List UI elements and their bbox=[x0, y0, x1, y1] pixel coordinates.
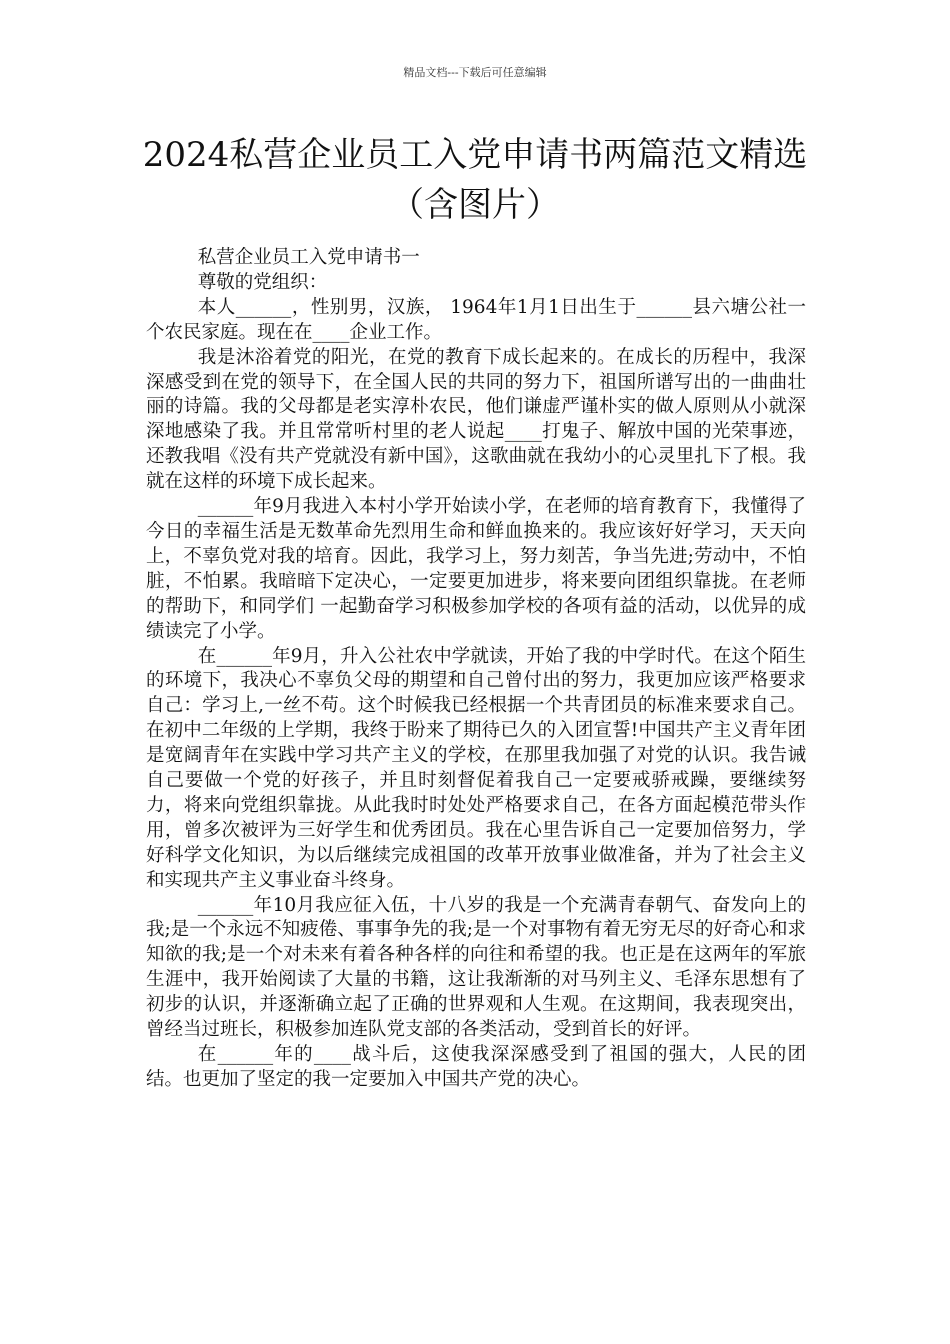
paragraph: 我是沐浴着党的阳光，在党的教育下成长起来的。在成长的历程中，我深深感受到在党的领导下，在全国人民的共同的努力下，祖国所谱写出的一曲曲壮丽的诗篇。我的父母都是老实淳朴农民，他们谦虚严谨朴实的做人原则从小就深深地感染了我。并且常常听村里的老人说起____打鬼子、解放中国的光荣事迹，还教我唱《没有共产党就没有新中国》，这歌曲就在我幼小的心灵里扎下了根。我就在这样的环境下成长起来。 bbox=[146, 346, 806, 493]
paragraph: 在______年9月，升入公社农中学就读，开始了我的中学时代。在这个陌生的环境下，我决心不辜负父母的期望和自己曾付出的努力，我更加应该严格要求自己：学习上,一丝不苟。这个时候我已经根据一个共青团员的标准来要求自己。在初中二年级的上学期，我终于盼来了期待已久的入团宣誓!中国共产主义青年团是宽阔青年在实践中学习共产主义的学校，在那里我加强了对党的认识。我告诫自己要做一个党的好孩子，并且时刻督促着我自己一定要戒骄戒躁，要继续努力，将来向党组织靠拢。从此我时时处处严格要求自己，在各方面起模范带头作用，曾多次被评为三好学生和优秀团员。我在心里告诉自己一定要加倍努力，学好科学文化知识，为以后继续完成祖国的改革开放事业做准备，并为了社会主义和实现共产主义事业奋斗终身。 bbox=[146, 645, 806, 891]
paragraph: ______年9月我进入本村小学开始读小学，在老师的培育教育下，我懂得了今日的幸福生活是无数革命先烈用生命和鲜血换来的。我应该好好学习，天天向上，不辜负党对我的培育。因此，我学习上，努力刻苦，争当先进;劳动中，不怕脏，不怕累。我暗暗下定决心，一定要更加进步，将来要向团组织靠拢。在老师的帮助下，和同学们 一起勤奋学习积极参加学校的各项有益的活动，以优异的成绩读完了小学。 bbox=[146, 496, 806, 642]
page-header: 精品文档---下载后可任意编辑 bbox=[403, 66, 547, 79]
section-heading: 私营企业员工入党申请书一 bbox=[197, 247, 420, 268]
paragraph: 本人______，性别男，汉族， 1964年1月1日出生于______县六塘公社一个农民家庭。现在在____企业工作。 bbox=[146, 296, 806, 343]
paragraph: 在______年的____战斗后，这使我深深感受到了祖国的强大，人民的团结。也更加了坚定的我一定要加入中国共产党的决心。 bbox=[146, 1044, 806, 1090]
document-title: 2024私营企业员工入党申请书两篇范文精选（含图片） bbox=[142, 135, 808, 225]
paragraph: ______年10月我应征入伍，十八岁的我是一个充满青春朝气、奋发向上的我;是一个永远不知疲倦、事事争先的我;是一个对事物有着无穷无尽的好奇心和求知欲的我;是一个对未来有着各种各样的向往和希望的我。也正是在这两年的军旅生涯中，我开始阅读了大量的书籍，这让我渐渐的对马列主义、毛泽东思想有了初步的认识，并逐渐确立起了正确的世界观和人生观。在这期间，我表现突出，曾经当过班长，积极参加连队党支部的各类活动，受到首长的好评。 bbox=[146, 894, 806, 1041]
salutation: 尊敬的党组织： bbox=[197, 271, 328, 293]
document-body bbox=[146, 246, 806, 1093]
